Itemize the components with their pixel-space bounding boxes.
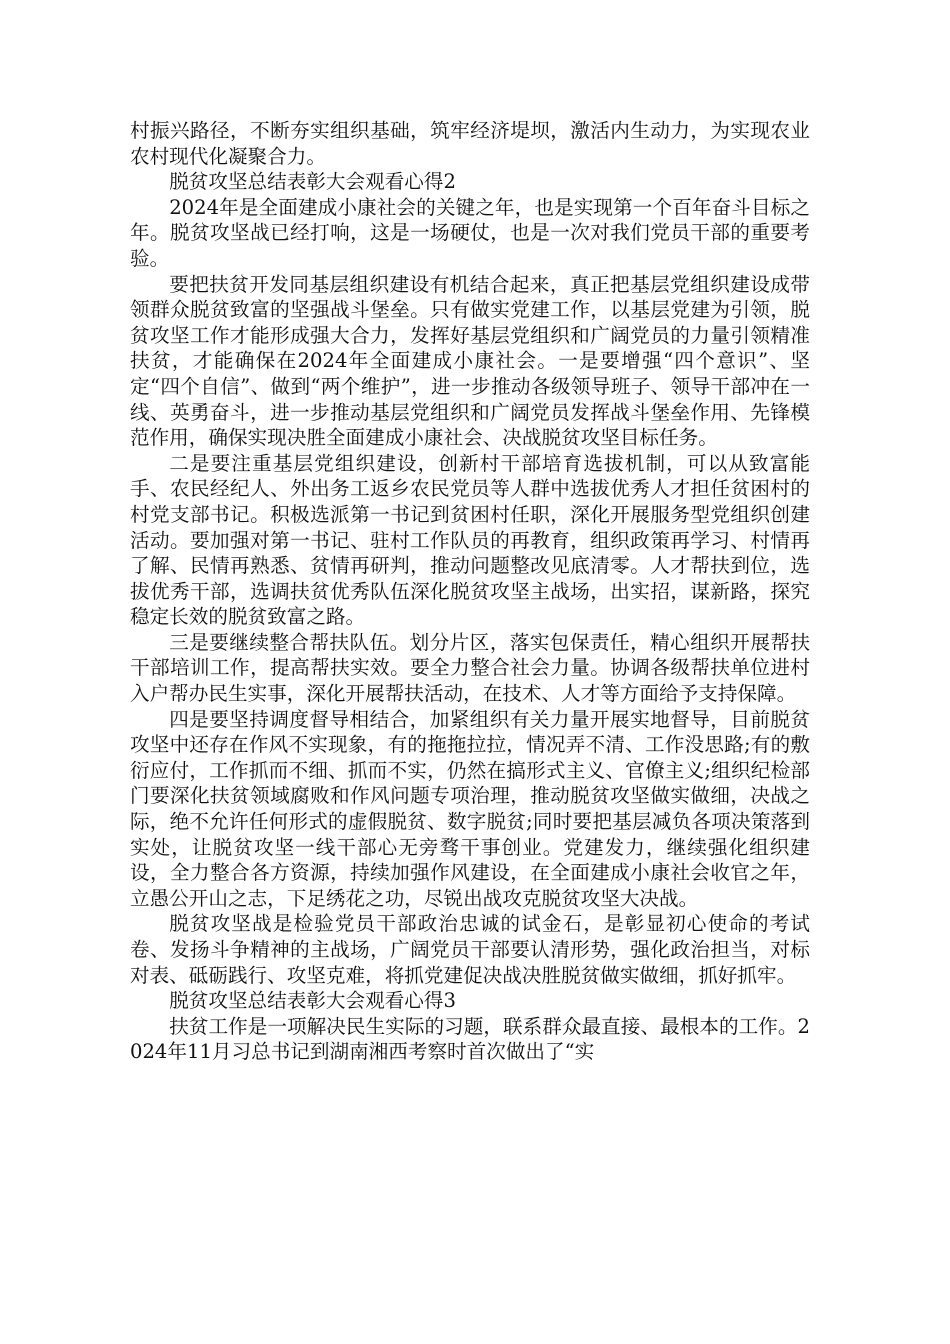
paragraph: 2024年是全面建成小康社会的关键之年，也是实现第一个百年奋斗目标之年。脱贫攻坚战已经打响，这是一场硬仗，也是一次对我们党员干部的重要考验。 [130,195,810,270]
paragraph: 要把扶贫开发同基层组织建设有机结合起来，真正把基层党组织建设成带领群众脱贫致富的坚强战斗堡垒。只有做实党建工作，以基层党建为引领，脱贫攻坚工作才能形成强大合力，发挥好基层党组织和广阔党员的力量引领精准扶贫，才能确保在2024年全面建成小康社会。一是要增强“四个意识”、坚定“四个自信”、做到“两个维护”，进一步推动各级领导班子、领导干部冲在一线、英勇奋斗，进一步推动基层党组织和广阔党员发挥战斗堡垒作用、先锋模范作用，确保实现决胜全面建成小康社会、决战脱贫攻坚目标任务。 [130,272,810,450]
paragraph: 二是要注重基层党组织建设，创新村干部培育选拔机制，可以从致富能手、农民经纪人、外出务工返乡农民党员等人群中选拔优秀人才担任贫困村的村党支部书记。积极选派第一书记到贫困村任职，深化开展服务型党组织创建活动。要加强对第一书记、驻村工作队员的再教育，组织政策再学习、村情再了解、民情再熟悉、贫情再研判，推动问题整改见底清零。人才帮扶到位，选拔优秀干部，选调扶贫优秀队伍深化脱贫攻坚主战场，出实招，谋新路，探究稳定长效的脱贫致富之路。 [130,451,810,629]
paragraph-continuation: 村振兴路径，不断夯实组织基础，筑牢经济堤坝，激活内生动力，为实现农业农村现代化凝聚合力。 [130,119,810,168]
paragraph: 三是要继续整合帮扶队伍。划分片区，落实包保责任，精心组织开展帮扶干部培训工作，提高帮扶实效。要全力整合社会力量。协调各级帮扶单位进村入户帮办民生实事，深化开展帮扶活动，在技术、人才等方面给予支持保障。 [130,630,810,706]
paragraph: 脱贫攻坚战是检验党员干部政治忠诚的试金石，是彰显初心使命的考试卷、发扬斗争精神的主战场，广阔党员干部要认清形势，强化政治担当，对标对表、砥砺践行、攻坚克难，将抓党建促决战决胜脱贫做实做细，抓好抓牢。 [130,912,810,987]
section-heading-3: 脱贫攻坚总结表彰大会观看心得3 [169,989,456,1013]
section-heading-2: 脱贫攻坚总结表彰大会观看心得2 [169,170,456,194]
document-body [130,118,810,1065]
paragraph: 四是要坚持调度督导相结合，加紧组织有关力量开展实地督导，目前脱贫攻坚中还存在作风不实现象，有的拖拖拉拉，情况弄不清、工作没思路;有的敷衍应付，工作抓而不细、抓而不实，仍然在搞形式主义、官僚主义;组织纪检部门要深化扶贫领域腐败和作风问题专项治理，推动脱贫攻坚做实做细，决战之际，绝不允许任何形式的虚假脱贫、数字脱贫;同时要把基层减负各项决策落到实处，让脱贫攻坚一线干部心无旁骛干事创业。党建发力，继续强化组织建设，全力整合各方资源，持续加强作风建设，在全面建成小康社会收官之年，立愚公开山之志，下足绣花之功，尽锐出战攻克脱贫攻坚大决战。 [130,707,810,910]
paragraph: 扶贫工作是一项解决民生实际的习题，联系群众最直接、最根本的工作。2024年11月习总书记到湖南湘西考察时首次做出了“实 [130,1014,810,1064]
